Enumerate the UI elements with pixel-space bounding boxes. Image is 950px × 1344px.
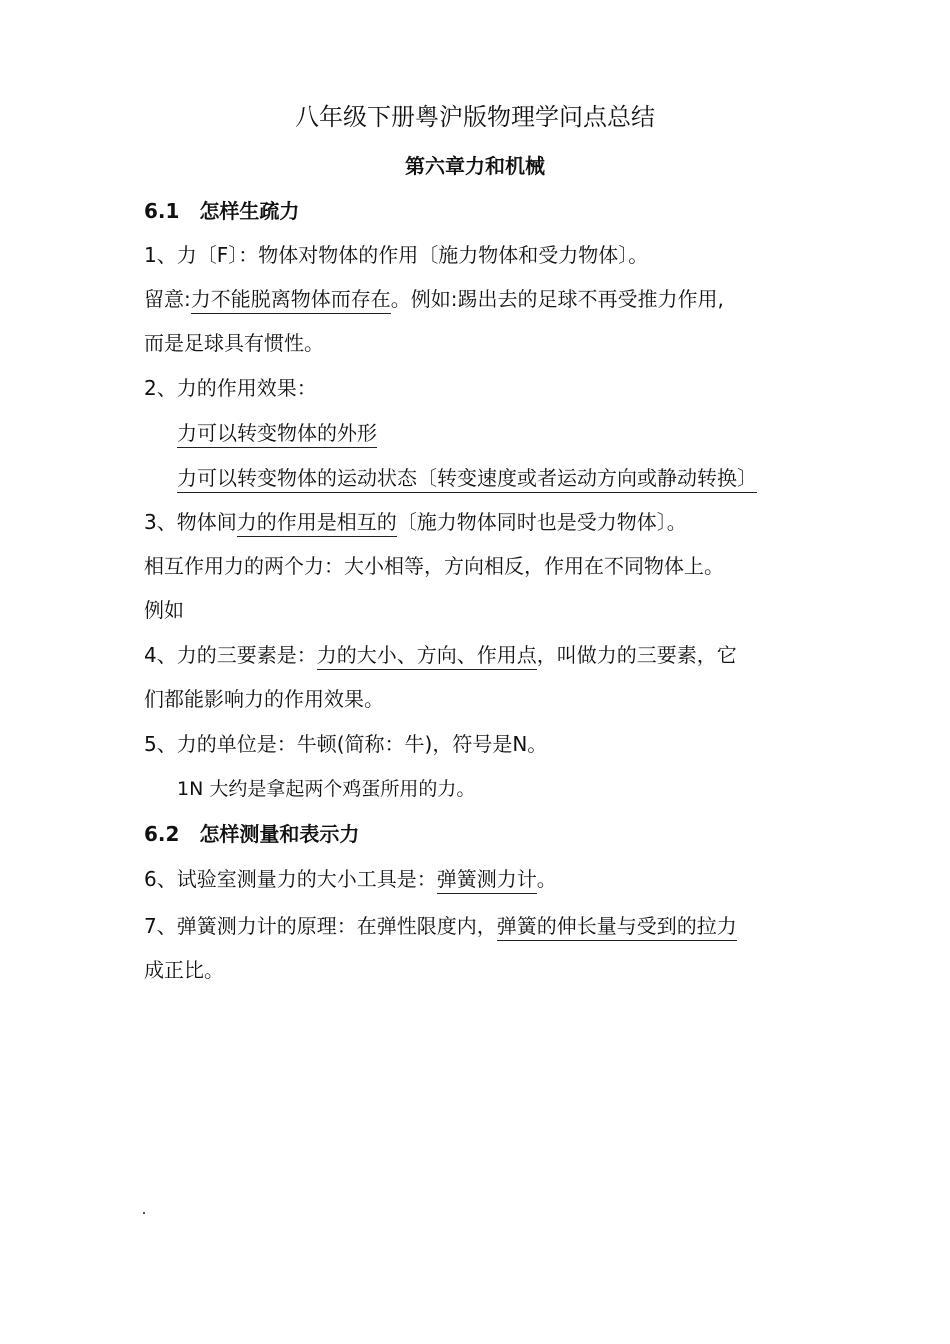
paragraph-2 [144,284,724,314]
paragraph-8: 5、力的单位是：牛顿(简称：牛)，符号是N。 [144,732,548,756]
paragraph-text: 4、力的三要素是： [144,643,317,667]
paragraph-text: ，叫做力的三要素，它 [536,643,737,667]
paragraph-3: 2、力的作用效果： [144,376,317,400]
paragraph-11 [144,911,737,941]
section-heading-6-2: 6.2 怎样测量和表示力 [144,822,360,846]
page-mark-dot [143,1212,145,1214]
paragraph-10 [144,864,557,894]
underlined-phrase: 弹簧测力计 [437,867,537,894]
paragraph-3b [177,463,757,493]
paragraph-text: 7、弹簧测力计的原理：在弹性限度内， [144,914,497,938]
paragraph-5: 相互作用力的两个力：大小相等，方向相反，作用在不同物体上。 [144,554,724,578]
underlined-phrase: 力可以转变物体的外形 [177,421,377,448]
underlined-phrase: 力不能脱离物体而存在 [191,287,391,314]
paragraph-text: 。例如:踢出去的足球不再受推力作用, [390,287,724,311]
underlined-phrase: 力的大小、方向、作用点 [317,643,537,670]
paragraph-6: 例如 [144,598,184,622]
paragraph-1: 1、力〔F〕：物体对物体的作用〔施力物体和受力物体〕。 [144,243,649,267]
paragraph-2-continued: 而是足球具有惯性。 [144,331,324,355]
underlined-phrase: 弹簧的伸长量与受到的拉力 [497,914,737,941]
section-heading-6-1: 6.1 怎样生疏力 [144,199,300,223]
note-label: 留意: [144,287,191,311]
paragraph-7 [144,640,737,670]
underlined-phrase: 力的作用是相互的 [237,510,397,537]
paragraph-11-continued: 成正比。 [144,958,224,982]
paragraph-text: 。 [536,867,557,891]
paragraph-text: 6、试验室测量力的大小工具是： [144,867,437,891]
paragraph-9: 1N 大约是拿起两个鸡蛋所用的力。 [177,778,476,800]
paragraph-4 [144,507,687,537]
document-title: 八年级下册粤沪版物理学问点总结 [295,103,655,131]
chapter-heading: 第六章力和机械 [405,154,545,178]
underlined-phrase: 力可以转变物体的运动状态〔转变速度或者运动方向或静动转换〕 [177,466,757,493]
paragraph-text: 3、物体间 [144,510,237,534]
paragraph-7-continued: 们都能影响力的作用效果。 [144,687,384,711]
paragraph-text: 〔施力物体同时也是受力物体〕。 [396,510,687,534]
paragraph-3a [177,418,377,448]
